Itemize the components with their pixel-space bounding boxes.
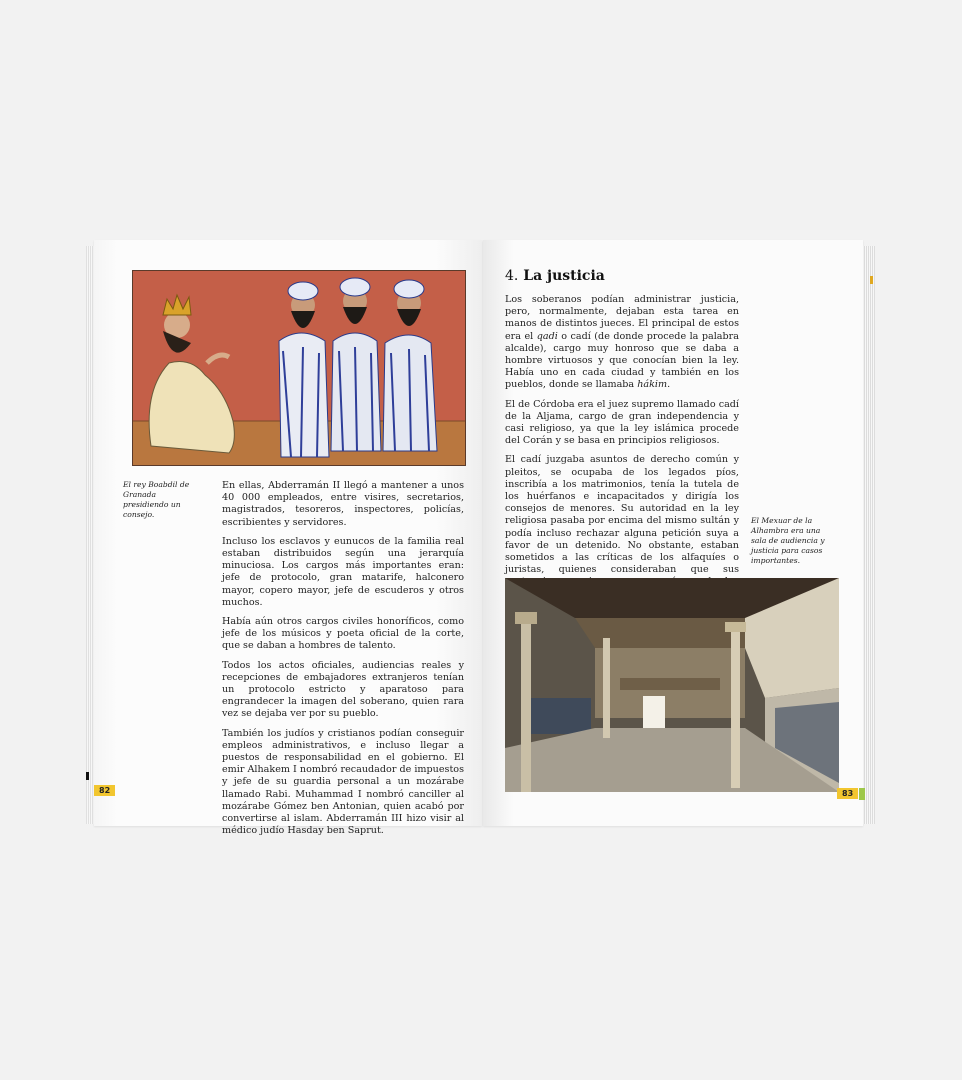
term-qadi: qadi bbox=[536, 330, 558, 342]
text-run: o cadí (de donde procede la palabra alcalde), cargo muy honroso que se daba a hombre virtuosos y que conocían bien la ley. Había uno en cada ciudad y también en los pueblos, donde se llamaba bbox=[505, 330, 739, 391]
right-page bbox=[483, 240, 863, 826]
page-number: 83 bbox=[837, 788, 858, 799]
text-run: . bbox=[667, 379, 671, 391]
section-heading bbox=[505, 268, 605, 284]
paragraph: El de Córdoba era el juez supremo llamado cadí de la Aljama, cargo de gran independencia y casi religioso, ya que la ley islámica procede del Corán y se basa en principios religiosos. bbox=[505, 398, 739, 447]
left-page-edges bbox=[86, 246, 94, 824]
paragraph: Todos los actos oficiales, audiencias reales y recepciones de embajadores extranjeros tenían un protocolo estricto y aparatoso para engrandecer la imagen del soberano, quien rara vez se dejaba ver por su pueblo. bbox=[222, 659, 464, 720]
paragraph: Incluso los esclavos y eunucos de la familia real estaban distribuidos según una jerarquía minuciosa. Los cargos más importantes eran: jefe de protocolo, gran matarife, halconero mayor, copero mayor, jefe de escuderos y otros muchos. bbox=[222, 535, 464, 608]
open-book bbox=[86, 240, 878, 837]
color-tab bbox=[859, 788, 865, 800]
paragraph: El cadí juzgaba asuntos de derecho común y pleitos, se ocupaba de los legados píos, inscribía a los matrimonios, tenía la tutela de los huérfanos e incapacitados y dirigía los consejos de menores. Su autoridad en la ley religiosa pasaba por encima del mismo sultán y podía incluso rechazar alguna petición suya a favor de un detenido. No obstante, estaban sometidos a las críticas de los alfaquíes o juristas, quienes consideraban que sus bbox=[505, 454, 739, 576]
right-body-text bbox=[505, 294, 739, 608]
left-page bbox=[94, 240, 482, 837]
section-title: La justicia bbox=[523, 268, 605, 284]
term-hakim: hákim bbox=[637, 379, 668, 391]
section-number: 4. bbox=[505, 268, 519, 284]
photo-caption: El Mexuar de la Alhambra era una sala de audiencia y justicia para casos importantes. bbox=[751, 516, 825, 565]
edge-tab-mark bbox=[870, 276, 873, 284]
paragraph: Había aún otros cargos civiles honoríficos, como jefe de los músicos y poeta oficial de la corte, que se daban a hombres de talento. bbox=[222, 616, 464, 652]
text-run: Los soberanos podían administrar justicia, pero, normalmente, dejaban esta tarea en manos de distintos jueces. El principal de estos era el bbox=[505, 294, 739, 342]
right-page-edges bbox=[863, 246, 875, 824]
left-body-text bbox=[222, 480, 464, 844]
paragraph bbox=[505, 294, 739, 392]
paragraph: En ellas, Abderramán II llegó a mantener a unos 40 000 empleados, entre visires, secretarios, magistrados, tesoreros, inspectores, policías, escribientes y servidores. bbox=[222, 480, 464, 528]
page-number: 82 bbox=[94, 785, 115, 796]
paragraph: También los judíos y cristianos podían conseguir empleos administrativos, e incluso llegar a puestos de responsabilidad en el gobierno. El emir Alhakem I nombró recaudador de impuestos y jefe de su guardia personal a un mozárabe llamado Rabi. Muhammad I nombró canciller al mozárabe Gómez ben Antonian, quien acabó por convertirse al islam. Abderramán III hizo visir al médico judío Hasday ben Saprut. bbox=[222, 727, 464, 837]
edge-tab-mark bbox=[86, 772, 89, 780]
boabdil-council-illustration bbox=[132, 270, 466, 466]
illustration-caption: El rey Boabdil de Granada presidiendo un consejo. bbox=[123, 480, 190, 519]
mexuar-hall-photo bbox=[505, 578, 839, 792]
